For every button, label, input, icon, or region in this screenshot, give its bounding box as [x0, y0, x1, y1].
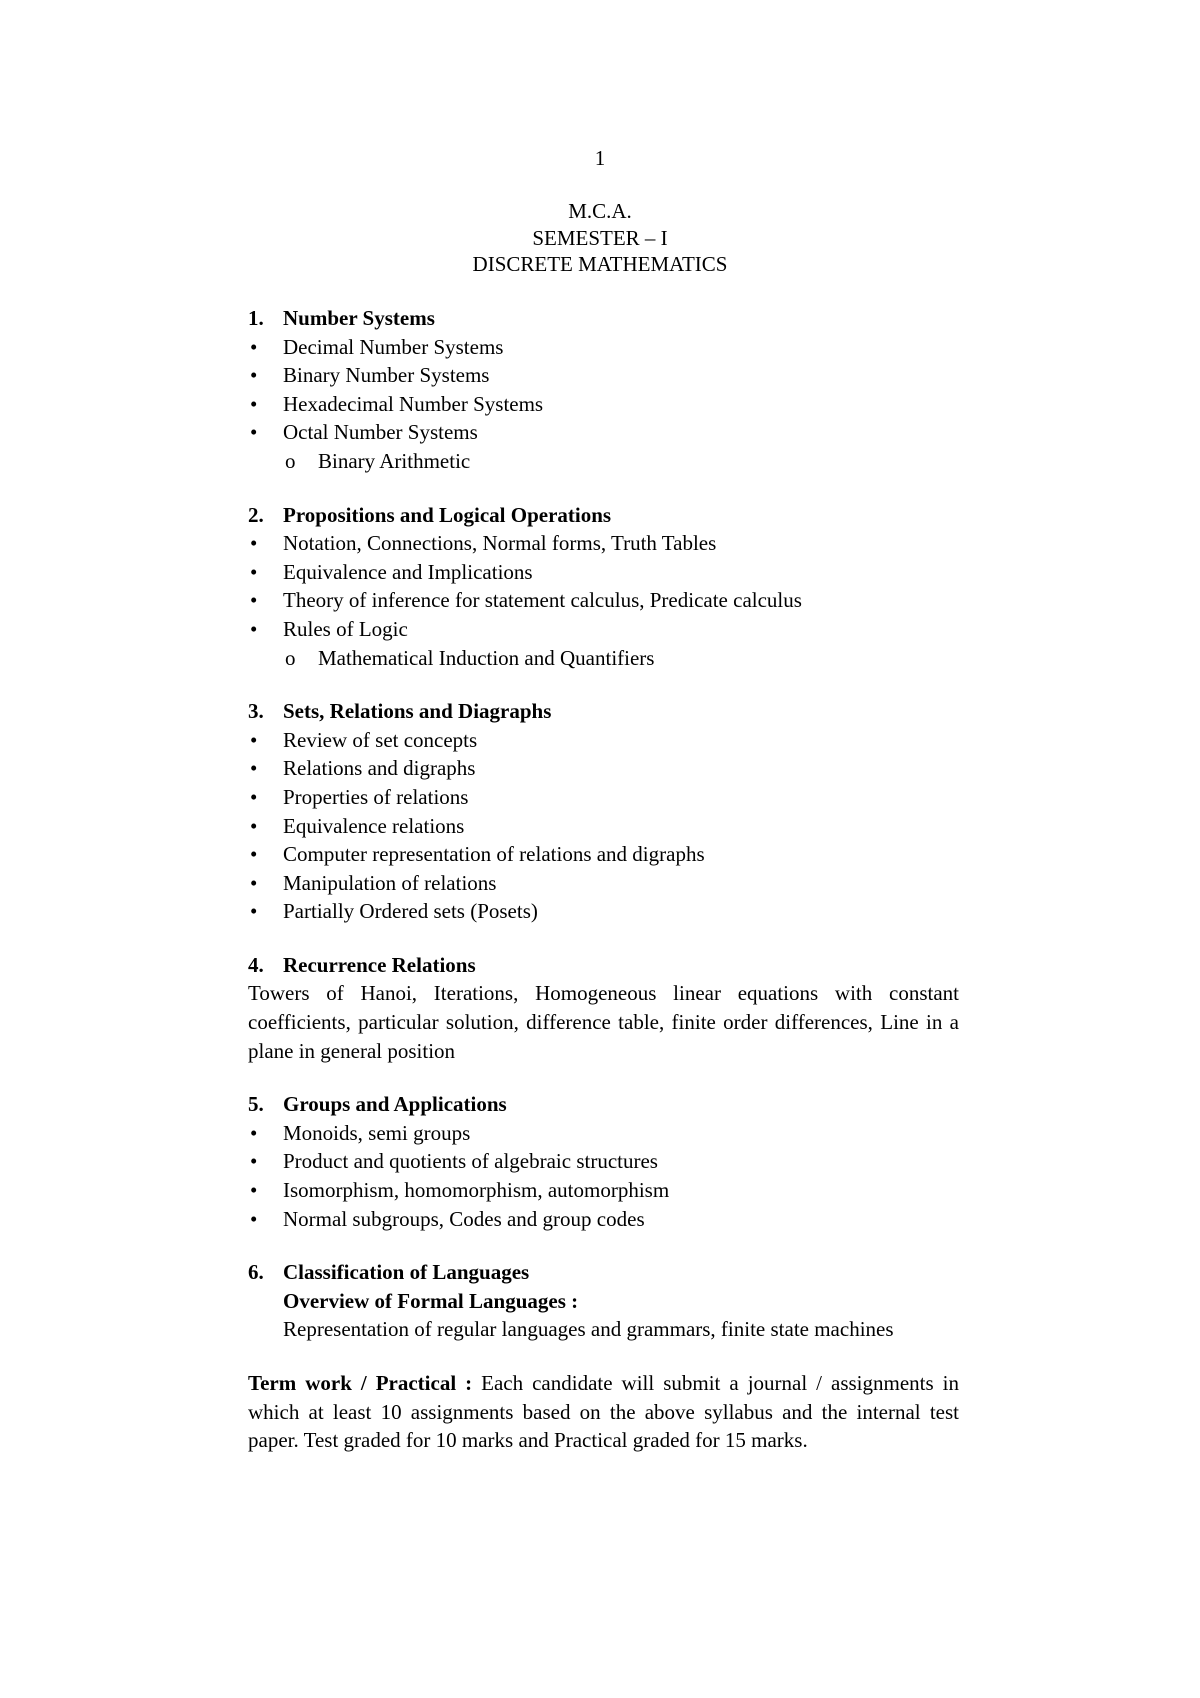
bullet-icon: • — [250, 870, 258, 895]
section-subheading: Overview of Formal Languages : — [283, 1288, 579, 1313]
list-item: • Rules of Logic — [248, 615, 959, 644]
list-item: • Notation, Connections, Normal forms, Truth Tables — [248, 529, 959, 558]
list-item: • Decimal Number Systems — [248, 333, 959, 362]
list-item: • Computer representation of relations and digraphs — [248, 840, 959, 869]
list-item: • Monoids, semi groups — [248, 1119, 959, 1148]
bullet-icon: • — [250, 334, 258, 359]
section-heading — [248, 501, 959, 530]
bullet-icon: • — [250, 420, 258, 445]
list-item: • Octal Number Systems — [248, 418, 959, 447]
bullet-icon: • — [250, 899, 258, 924]
bullet-icon: • — [250, 531, 258, 556]
bullet-icon: • — [250, 616, 258, 641]
topic-list — [248, 1119, 959, 1233]
section-number-systems — [248, 304, 959, 476]
list-item: • Equivalence relations — [248, 812, 959, 841]
section-number: 5. — [248, 1092, 264, 1117]
list-item: • Relations and digraphs — [248, 754, 959, 783]
sub-list-item: o Binary Arithmetic — [283, 447, 959, 476]
section-heading — [248, 1258, 959, 1287]
term-work-label: Term work / Practical : — [248, 1371, 473, 1395]
section-recurrence-relations — [248, 951, 959, 1065]
section-number: 4. — [248, 952, 264, 977]
section-heading — [248, 951, 959, 980]
section-title: Recurrence Relations — [283, 952, 476, 977]
list-item: • Partially Ordered sets (Posets) — [248, 897, 959, 926]
bullet-icon: • — [250, 1178, 258, 1203]
section-heading — [248, 697, 959, 726]
section-heading — [248, 1090, 959, 1119]
section-classification-languages — [248, 1258, 959, 1344]
list-item: • Binary Number Systems — [248, 361, 959, 390]
subtopic-list — [248, 644, 959, 673]
bullet-icon: • — [250, 1149, 258, 1174]
list-item: • Equivalence and Implications — [248, 558, 959, 587]
section-heading — [248, 304, 959, 333]
list-item: • Review of set concepts — [248, 726, 959, 755]
section-number: 6. — [248, 1260, 264, 1285]
section-number: 2. — [248, 502, 264, 527]
header-subject: DISCRETE MATHEMATICS — [472, 252, 728, 276]
section-propositions — [248, 501, 959, 673]
term-work-paragraph — [248, 1369, 959, 1455]
document-header — [0, 198, 1200, 278]
circle-bullet-icon: o — [285, 448, 296, 473]
bullet-icon: • — [250, 588, 258, 613]
header-semester: SEMESTER – I — [532, 225, 668, 250]
list-item: • Product and quotients of algebraic structures — [248, 1147, 959, 1176]
section-title: Sets, Relations and Diagraphs — [283, 699, 552, 724]
bullet-icon: • — [250, 363, 258, 388]
header-program: M.C.A. — [568, 199, 632, 223]
circle-bullet-icon: o — [285, 645, 296, 670]
subtopic-list — [248, 447, 959, 476]
page-number: 1 — [594, 146, 606, 170]
list-item: • Hexadecimal Number Systems — [248, 390, 959, 419]
bullet-icon: • — [250, 1120, 258, 1145]
section-title: Groups and Applications — [283, 1092, 507, 1117]
bullet-icon: • — [250, 842, 258, 867]
bullet-icon: • — [250, 1206, 258, 1231]
section-paragraph: Towers of Hanoi, Iterations, Homogeneous linear equations with constant coefficients, particular solution, difference table, finite order differences, Line in a plane in general position — [248, 981, 959, 1063]
list-item: • Normal subgroups, Codes and group codes — [248, 1205, 959, 1234]
sub-list-item: o Mathematical Induction and Quantifiers — [283, 644, 959, 673]
syllabus-content — [248, 304, 959, 1455]
topic-list — [248, 333, 959, 447]
section-sets-relations — [248, 697, 959, 926]
section-title: Propositions and Logical Operations — [283, 502, 612, 527]
section-title: Classification of Languages — [283, 1260, 530, 1285]
bullet-icon: • — [250, 391, 258, 416]
list-item: • Theory of inference for statement calculus, Predicate calculus — [248, 586, 959, 615]
section-title: Number Systems — [283, 306, 435, 330]
section-paragraph: Representation of regular languages and grammars, finite state machines — [283, 1317, 894, 1342]
bullet-icon: • — [250, 784, 258, 809]
topic-list — [248, 529, 959, 643]
section-groups-applications — [248, 1090, 959, 1233]
bullet-icon: • — [250, 559, 258, 584]
list-item: • Properties of relations — [248, 783, 959, 812]
list-item: • Manipulation of relations — [248, 869, 959, 898]
list-item: • Isomorphism, homomorphism, automorphism — [248, 1176, 959, 1205]
section-number: 1. — [248, 306, 264, 330]
term-work-text: Each candidate will submit a journal / assignments in which at least 10 assignments based on the above syllabus and the internal test paper. Test graded for 10 marks and Practical graded for 15 marks. — [248, 1371, 959, 1453]
topic-list — [248, 726, 959, 926]
bullet-icon: • — [250, 756, 258, 781]
bullet-icon: • — [250, 727, 258, 752]
bullet-icon: • — [250, 813, 258, 838]
section-number: 3. — [248, 699, 264, 724]
